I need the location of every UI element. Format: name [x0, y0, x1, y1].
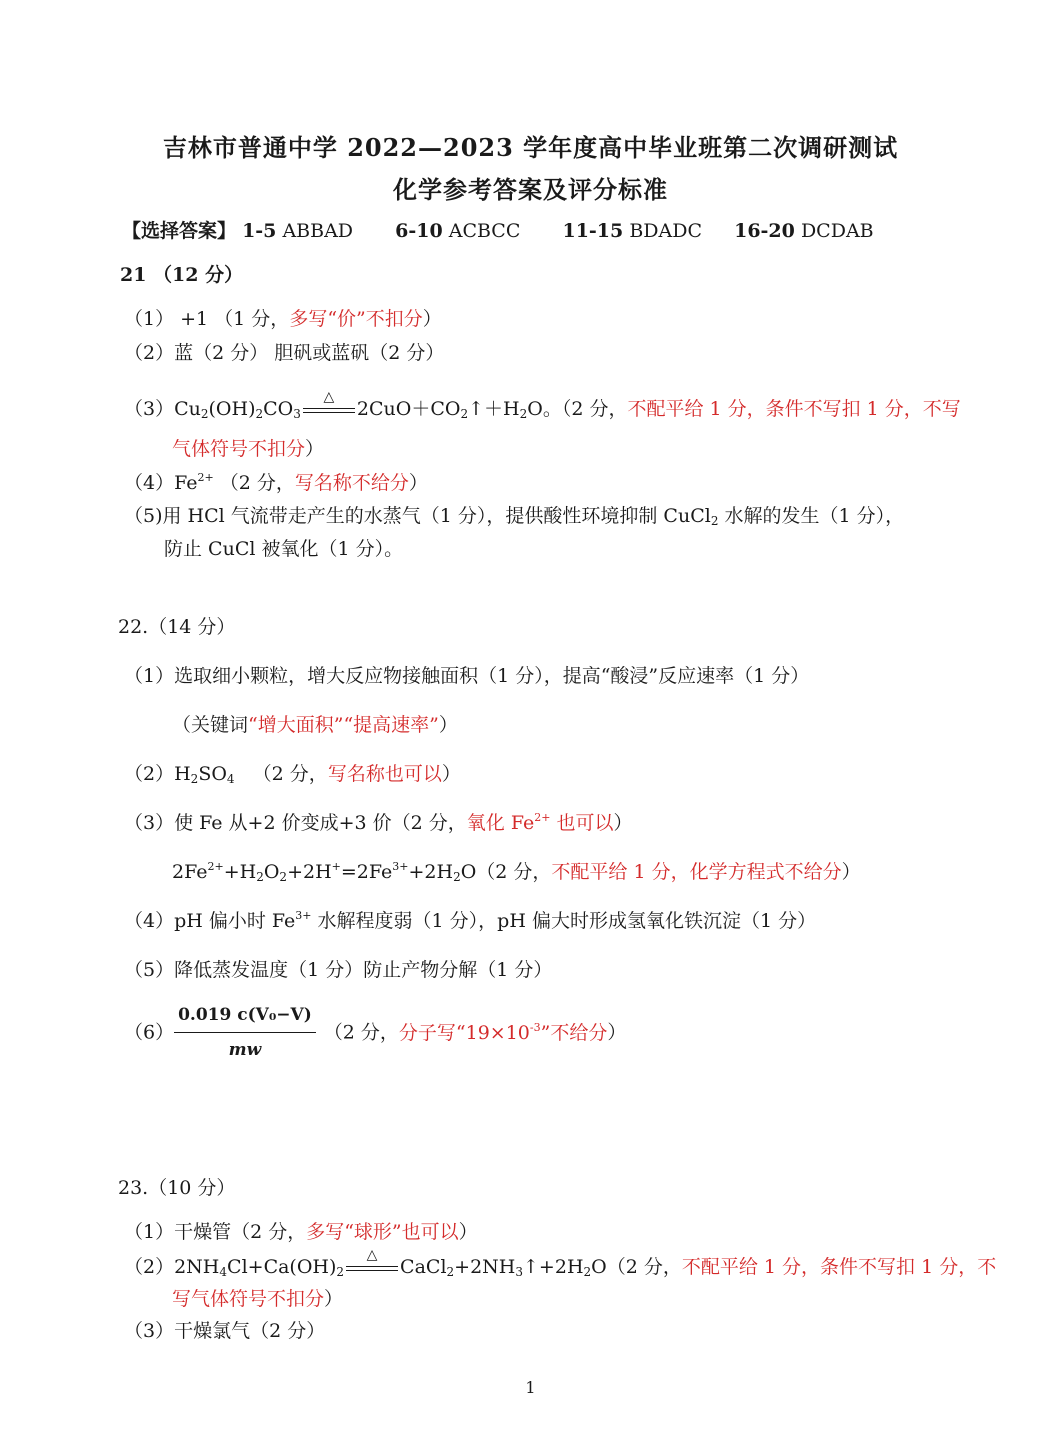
q23-answer-1: （1）干燥管（2 分，多写“球形”也可以）	[124, 1221, 478, 1243]
q21-note-3a: 不配平给 1 分，条件不写扣 1 分，不写	[627, 398, 961, 420]
q22-answer-6: （6） $\frac{\text{0.019 c(V₀−V)}}{mw}$ （2 分，分子写“$19\times 10^{-3}$”不给分）	[124, 1002, 626, 1063]
document-title: 吉林市普通中学 2022—2023 学年度高中毕业班第二次调研测试	[162, 133, 899, 162]
q22-answer-1: （1）选取细小颗粒，增大反应物接触面积（1 分），提高“酸浸”反应速率（1 分）	[124, 665, 810, 687]
q21-answer-4: $(4)Fe^{2+}$ （2 分，写名称不给分）	[124, 471, 428, 494]
choice-range-2: 6-10	[395, 220, 443, 242]
choice-group-3: BDADC	[629, 220, 703, 242]
choice-range-1: 1-5	[242, 220, 277, 242]
fraction-formula: $\frac{\text{0.019 c(V₀−V)}}{mw}$	[174, 1002, 316, 1063]
q23-note-2a: 不配平给 1 分，条件不写扣 1 分，不	[681, 1256, 997, 1278]
choice-range-3: 11-15	[562, 220, 624, 242]
choice-group-4: DCDAB	[800, 220, 874, 242]
q22-answer-2: $(2)H_2SO_4$ （2 分，写名称也可以）	[124, 763, 461, 786]
q23-note-2b: 写气体符号不扣分	[172, 1288, 325, 1310]
q21-answer-3: $(3)Cu_2(OH)_2CO_3$ △ $2CuO+CO_2↑+H_2O$。（2 分，不配平给 1 分，条件不写扣 1 分，不写	[124, 389, 961, 421]
q22-answer-3-equation: $2Fe^{2+}+H_2O_2+2H^+=2Fe^{3+}+2H_2O(2$ 分，不配平给 1 分，化学方程式不给分）	[172, 860, 861, 884]
choice-label: 【选择答案】	[122, 220, 237, 242]
document-subtitle: 化学参考答案及评分标准	[393, 175, 668, 204]
q22-note-3: 氧化 $Fe^{2+}$ 也可以	[466, 811, 614, 834]
q21-heading: 21 （12 分）	[120, 264, 244, 286]
choice-answers	[122, 218, 874, 244]
q21-answer-1: （1） +1 （1 分，多写“价”不扣分）	[124, 308, 442, 330]
q22-answer-3: （3）使 Fe 从+2 价变成+3 价（2 分，氧化 $Fe^{2+}$ 也可以）	[124, 811, 633, 834]
choice-group-2: ACBCC	[448, 220, 521, 242]
q23-answer-3: （3）干燥氯气（2 分）	[124, 1320, 326, 1342]
heat-condition-arrow: △	[301, 396, 357, 422]
q23-answer-2-cont: 写气体符号不扣分）	[172, 1288, 344, 1310]
q22-note-6: 分子写“$19\times 10^{-3}$”不给分	[398, 1020, 608, 1044]
q22-answer-4: （4）pH 偏小时 $Fe^{3+}$ 水解程度弱（1 分），pH 偏大时形成氢氧化铁沉淀（1 分）	[124, 909, 817, 932]
q23-answer-2: $(2)2NH_4Cl+Ca(OH)_2$ △ $CaCl_2+2NH_3↑+2H_2O(2$ 分，不配平给 1 分，条件不写扣 1 分，不	[124, 1247, 997, 1279]
q22-note-2: 写名称也可以	[327, 763, 442, 785]
q21-note-4: 写名称不给分	[294, 472, 409, 494]
q22-keywords-note: “增大面积”“提高速率”	[248, 714, 439, 736]
heat-condition-arrow: △	[344, 1254, 400, 1280]
q22-heading: 22.（14 分）	[118, 616, 236, 638]
q21-note-1: 多写“价”不扣分	[289, 308, 423, 330]
choice-range-4: 16-20	[734, 220, 795, 242]
q22-keywords: （关键词“增大面积”“提高速率”）	[172, 714, 458, 736]
q22-answer-5: （5）降低蒸发温度（1 分）防止产物分解（1 分）	[124, 959, 553, 981]
choice-group-1: ABBAD	[282, 220, 354, 242]
q21-answer-3-cont: 气体符号不扣分）	[172, 438, 325, 460]
q22-note-3-eq: 不配平给 1 分，化学方程式不给分	[551, 861, 842, 883]
q23-note-1: 多写“球形”也可以	[306, 1221, 459, 1243]
page-number: 1	[525, 1378, 536, 1397]
q21-answer-2: （2）蓝（2 分） 胆矾或蓝矾（2 分）	[124, 342, 445, 364]
q21-note-3b: 气体符号不扣分	[172, 438, 306, 460]
q21-answer-5: （5)用 HCl 气流带走产生的水蒸气（1 分），提供酸性环境抑制 CuCl$_2$ 水解的发生（1 分），	[124, 505, 905, 528]
q21-answer-5-cont: 防止 CuCl 被氧化（1 分）。	[164, 538, 404, 560]
q23-heading: 23.（10 分）	[118, 1177, 236, 1199]
